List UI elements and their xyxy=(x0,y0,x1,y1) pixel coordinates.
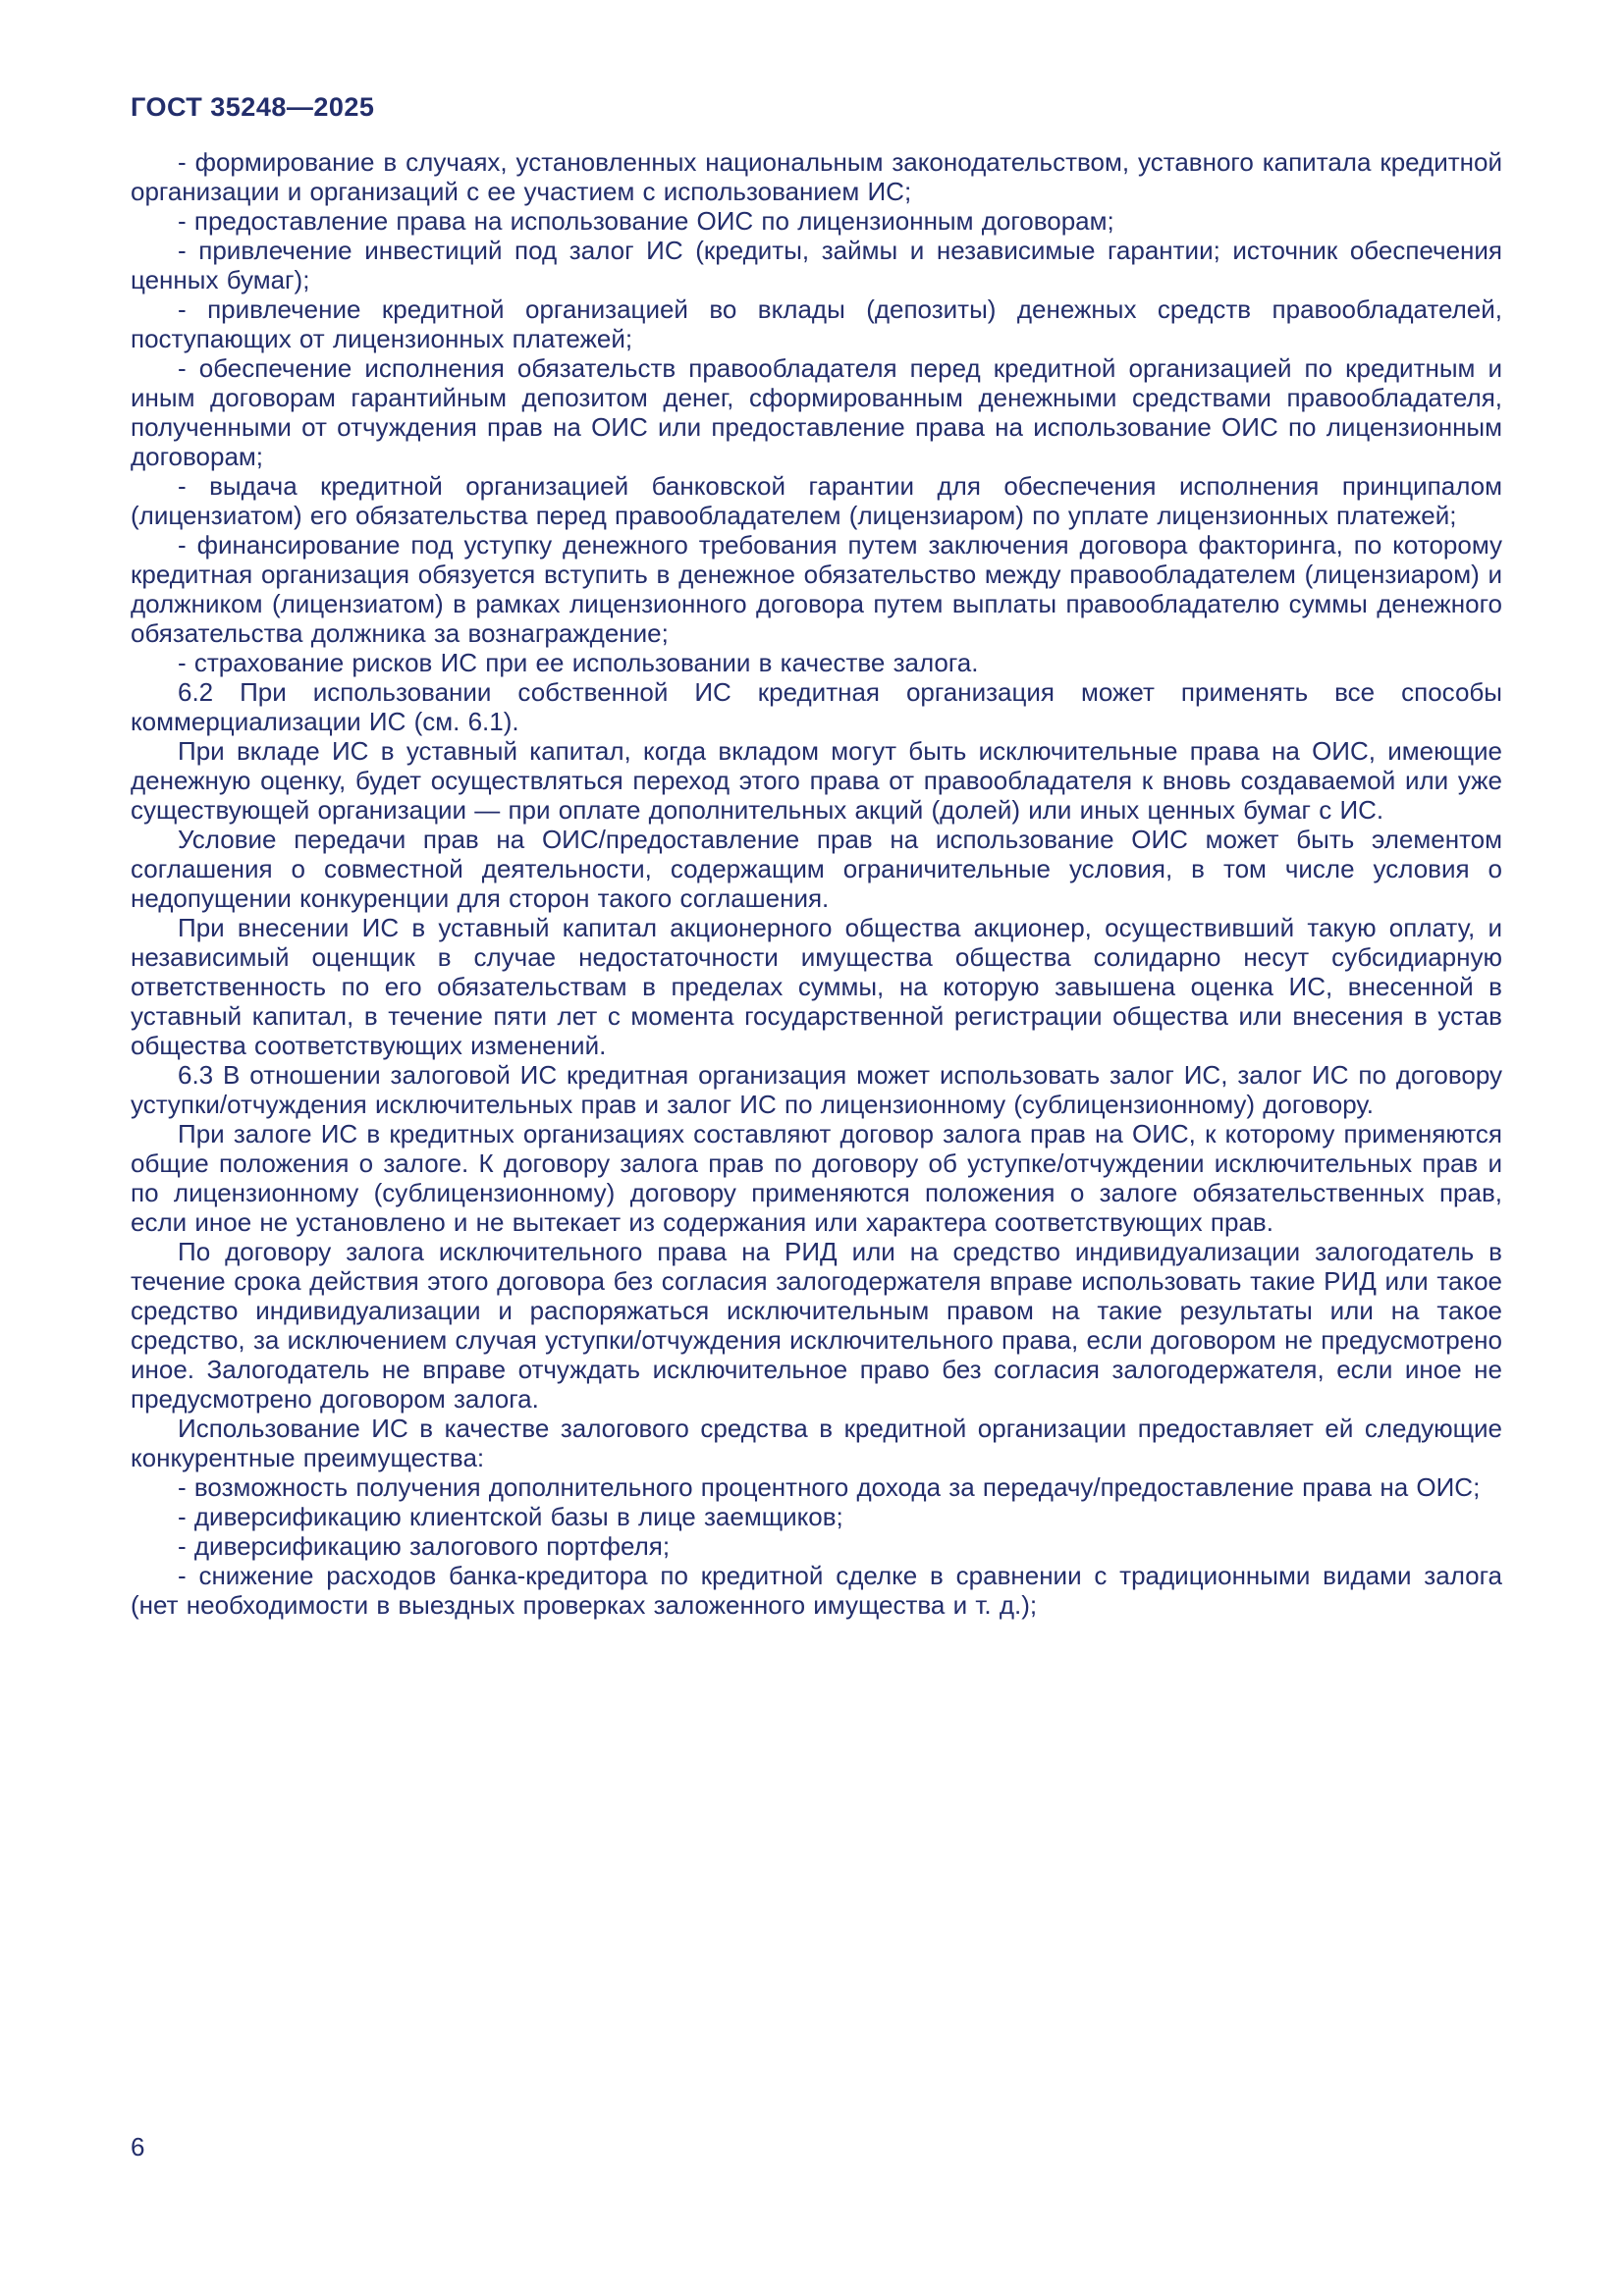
paragraph: - предоставление права на использование ОИС по лицензионным договорам; xyxy=(178,206,1114,236)
paragraph: Условие передачи прав на ОИС/предоставление прав на использование ОИС может быть элементом соглашения о совместной деятельности, содержащим ограничительные условия, в том числе условия о недопущении конкуренции для сторон такого соглашения. xyxy=(131,825,1502,913)
paragraph: - диверсификацию залогового портфеля; xyxy=(178,1531,671,1561)
doc-number: ГОСТ 35248—2025 xyxy=(131,92,375,122)
paragraph: - снижение расходов банка-кредитора по кредитной сделке в сравнении с традиционными видами залога (нет необходимости в выездных проверках заложенного имущества и т. д.); xyxy=(131,1561,1502,1620)
paragraph: Использование ИС в качестве залогового средства в кредитной организации предоставляет ей следующие конкурентные преимущества: xyxy=(131,1414,1502,1472)
page-footer xyxy=(131,2132,144,2163)
page-header xyxy=(131,92,374,123)
paragraph: - привлечение кредитной организацией во вклады (депозиты) денежных средств правообладателей, поступающих от лицензионных платежей; xyxy=(131,294,1502,353)
paragraph: - обеспечение исполнения обязательств правообладателя перед кредитной организацией по кредитным и иным договорам гарантийным депозитом денег, сформированным денежными средствами правообладателя, полученными от отчуждения прав на ОИС или предоставление права на использование ОИС по лицензионным договорам; xyxy=(131,353,1502,471)
paragraph: - страхование рисков ИС при ее использовании в качестве залога. xyxy=(178,648,979,677)
paragraph: 6.3 В отношении залоговой ИС кредитная организация может использовать залог ИС, залог ИС по договору уступки/отчуждения исключительных прав и залог ИС по лицензионному (сублицензионному) договору. xyxy=(131,1060,1502,1119)
paragraph: При вкладе ИС в уставный капитал, когда вкладом могут быть исключительные права на ОИС, имеющие денежную оценку, будет осуществляться переход этого права от правообладателя к вновь создаваемой или уже существующей организации — при оплате дополнительных акций (долей) или иных ценных бумаг с ИС. xyxy=(131,736,1502,825)
paragraph: По договору залога исключительного права на РИД или на средство индивидуализации залогодатель в течение срока действия этого договора без согласия залогодержателя вправе использовать такие РИД или такое средство индивидуализации и распоряжаться исключительным правом на такие результаты или на такое средство, за исключением случая уступки/отчуждения исключительного права, если договором не предусмотрено иное. Залогодатель не вправе отчуждать исключительное право без согласия залогодержателя, если иное не предусмотрено договором залога. xyxy=(131,1237,1502,1414)
paragraph: - выдача кредитной организацией банковской гарантии для обеспечения исполнения принципалом (лицензиатом) его обязательства перед правообладателем (лицензиаром) по уплате лицензионных платежей; xyxy=(131,471,1502,530)
paragraph: - возможность получения дополнительного процентного дохода за передачу/предоставление права на ОИС; xyxy=(178,1472,1481,1502)
paragraph: При внесении ИС в уставный капитал акционерного общества акционер, осуществивший такую оплату, и независимый оценщик в случае недостаточности имущества общества солидарно несут субсидиарную ответственность по его обязательствам в пределах суммы, на которую завышена оценка ИС, внесенной в уставный капитал, в течение пяти лет с момента государственной регистрации общества или внесения в устав общества соответствующих изменений. xyxy=(131,913,1502,1060)
paragraph: - привлечение инвестиций под залог ИС (кредиты, займы и независимые гарантии; источник обеспечения ценных бумаг); xyxy=(131,236,1502,294)
paragraph: - диверсификацию клиентской базы в лице заемщиков; xyxy=(178,1502,843,1531)
paragraph: - финансирование под уступку денежного требования путем заключения договора факторинга, по которому кредитная организация обязуется вступить в денежное обязательство между правообладателем (лицензиаром) и должником (лицензиатом) в рамках лицензионного договора путем выплаты правообладателю суммы денежного обязательства должника за вознаграждение; xyxy=(131,530,1502,648)
document-body xyxy=(131,147,1502,1620)
paragraph: - формирование в случаях, установленных национальным законодательством, уставного капитала кредитной организации и организаций с ее участием с использованием ИС; xyxy=(131,147,1502,206)
paragraph: При залоге ИС в кредитных организациях составляют договор залога прав на ОИС, к которому применяются общие положения о залоге. К договору залога прав по договору об уступке/отчуждении исключительных прав и по лицензионному (сублицензионному) договору применяются положения о залоге обязательственных прав, если иное не установлено и не вытекает из содержания или характера соответствующих прав. xyxy=(131,1119,1502,1237)
page-number: 6 xyxy=(131,2132,145,2162)
paragraph: 6.2 При использовании собственной ИС кредитная организация может применять все способы коммерциализации ИС (см. 6.1). xyxy=(131,677,1502,736)
